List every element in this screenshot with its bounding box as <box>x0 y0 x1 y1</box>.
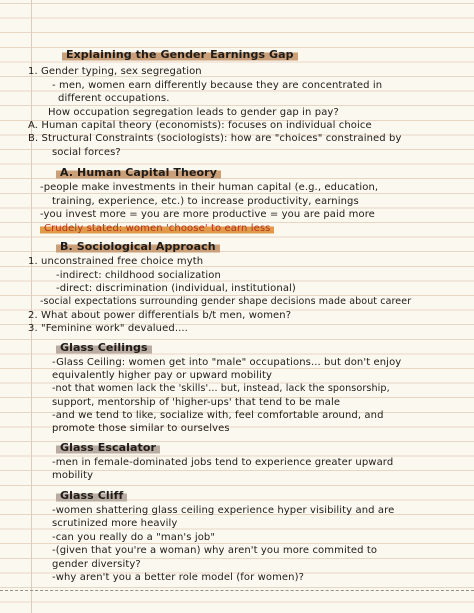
glass-cliff-text: gender diversity? <box>52 559 141 570</box>
glass-cliff-line <box>52 572 304 584</box>
glass-cliff-line <box>52 505 394 517</box>
section-b-line <box>56 283 296 295</box>
glass-cliff-text: -can you really do a "man's job" <box>52 532 216 543</box>
intro-line-3 <box>58 93 169 105</box>
intro-line-5 <box>28 120 372 132</box>
glass-cliff-text: scrutinized more heavily <box>52 518 178 529</box>
glass-ceilings-text: -and we tend to like, socialize with, feel comfortable around, and <box>52 410 384 421</box>
dashed-divider <box>0 590 474 591</box>
section-b-text: 3. "Feminine work" devalued.... <box>28 323 188 334</box>
glass-cliff-heading-text: Glass Cliff <box>56 489 127 502</box>
section-a-heading-text: A. Human Capital Theory <box>56 166 221 179</box>
section-a-line <box>40 209 375 221</box>
glass-cliff-text: -women shattering glass ceiling experience hyper visibility and are <box>52 505 395 516</box>
glass-cliff-line <box>52 559 141 571</box>
glass-ceilings-heading-text: Glass Ceilings <box>56 341 152 354</box>
intro-text: Human capital theory (economists): focuses on individual choice <box>41 120 372 131</box>
intro-marker: B. <box>28 133 39 144</box>
intro-marker: A. <box>28 120 39 131</box>
glass-ceilings-line <box>52 357 401 369</box>
intro-line-6 <box>28 133 402 145</box>
section-b-text: -indirect: childhood socialization <box>56 270 221 281</box>
title-text: Explaining the Gender Earnings Gap <box>62 48 298 61</box>
section-b-line <box>28 310 291 322</box>
intro-text: social forces? <box>52 147 121 158</box>
glass-cliff-text: -(given that you're a woman) why aren't you more commited to <box>52 545 378 556</box>
glass-ceilings-line <box>52 370 272 382</box>
section-b-text: -social expectations surrounding gender shape decisions made about career <box>40 296 412 307</box>
glass-escalator-line <box>52 457 393 469</box>
intro-text: Gender typing, sex segregation <box>41 66 202 77</box>
glass-ceilings-line <box>52 410 384 422</box>
glass-ceilings-line <box>52 383 390 395</box>
intro-line-2 <box>52 80 382 92</box>
intro-line-4 <box>48 107 339 119</box>
section-b-line <box>28 256 203 268</box>
glass-cliff-line <box>52 518 177 530</box>
glass-escalator-text: mobility <box>52 470 94 481</box>
crude-statement <box>40 223 274 235</box>
section-b-line <box>56 270 221 282</box>
section-a-text: training, experience, etc.) to increase productivity, earnings <box>52 196 359 207</box>
section-b-line <box>28 323 188 335</box>
intro-text: - men, women earn differently because they are concentrated in <box>52 80 383 91</box>
crude-statement-text: Crudely stated: women 'choose' to earn less <box>40 223 274 234</box>
section-b-text: -direct: discrimination (individual, institutional) <box>56 283 296 294</box>
glass-ceilings-text: -not that women lack the 'skills'... but, instead, lack the sponsorship, <box>52 383 390 394</box>
intro-text: different occupations. <box>58 93 170 104</box>
section-a-text: -people make investments in their human capital (e.g., education, <box>40 182 379 193</box>
glass-escalator-line <box>52 470 93 482</box>
intro-line-1 <box>28 66 202 78</box>
section-a-text: -you invest more = you are more productive = you are paid more <box>40 209 375 220</box>
section-b-heading-text: B. Sociological Approach <box>56 240 220 253</box>
section-b-text: 2. What about power differentials b/t men, women? <box>28 310 292 321</box>
intro-line-7 <box>52 147 121 159</box>
glass-cliff-line <box>52 545 377 557</box>
glass-escalator-heading-text: Glass Escalator <box>56 441 160 454</box>
glass-cliff-line <box>52 532 215 544</box>
glass-cliff-heading <box>56 490 127 502</box>
glass-ceilings-line <box>52 397 340 409</box>
glass-ceilings-text: promote those similar to ourselves <box>52 423 230 434</box>
glass-cliff-text: -why aren't you a better role model (for women)? <box>52 572 305 583</box>
intro-text: How occupation segregation leads to gender gap in pay? <box>48 107 339 118</box>
margin-line <box>31 0 32 613</box>
glass-ceilings-text: -Glass Ceiling: women get into "male" occupations... but don't enjoy <box>52 357 402 368</box>
glass-ceilings-line <box>52 423 230 435</box>
glass-escalator-heading <box>56 442 160 454</box>
intro-text: Structural Constraints (sociologists): how are "choices" constrained by <box>41 133 402 144</box>
section-b-heading <box>56 241 220 253</box>
glass-ceilings-text: support, mentorship of 'higher-ups' that tend to be male <box>52 397 341 408</box>
section-b-text: 1. unconstrained free choice myth <box>28 256 204 267</box>
glass-ceilings-heading <box>56 342 152 354</box>
section-a-line <box>40 182 378 194</box>
section-a-heading <box>56 167 221 179</box>
glass-ceilings-text: equivalently higher pay or upward mobility <box>52 370 272 381</box>
glass-escalator-text: -men in female-dominated jobs tend to experience greater upward <box>52 457 394 468</box>
intro-marker: 1. <box>28 66 38 77</box>
section-b-line <box>40 296 411 308</box>
section-a-line <box>52 196 359 208</box>
page-title <box>62 49 298 61</box>
